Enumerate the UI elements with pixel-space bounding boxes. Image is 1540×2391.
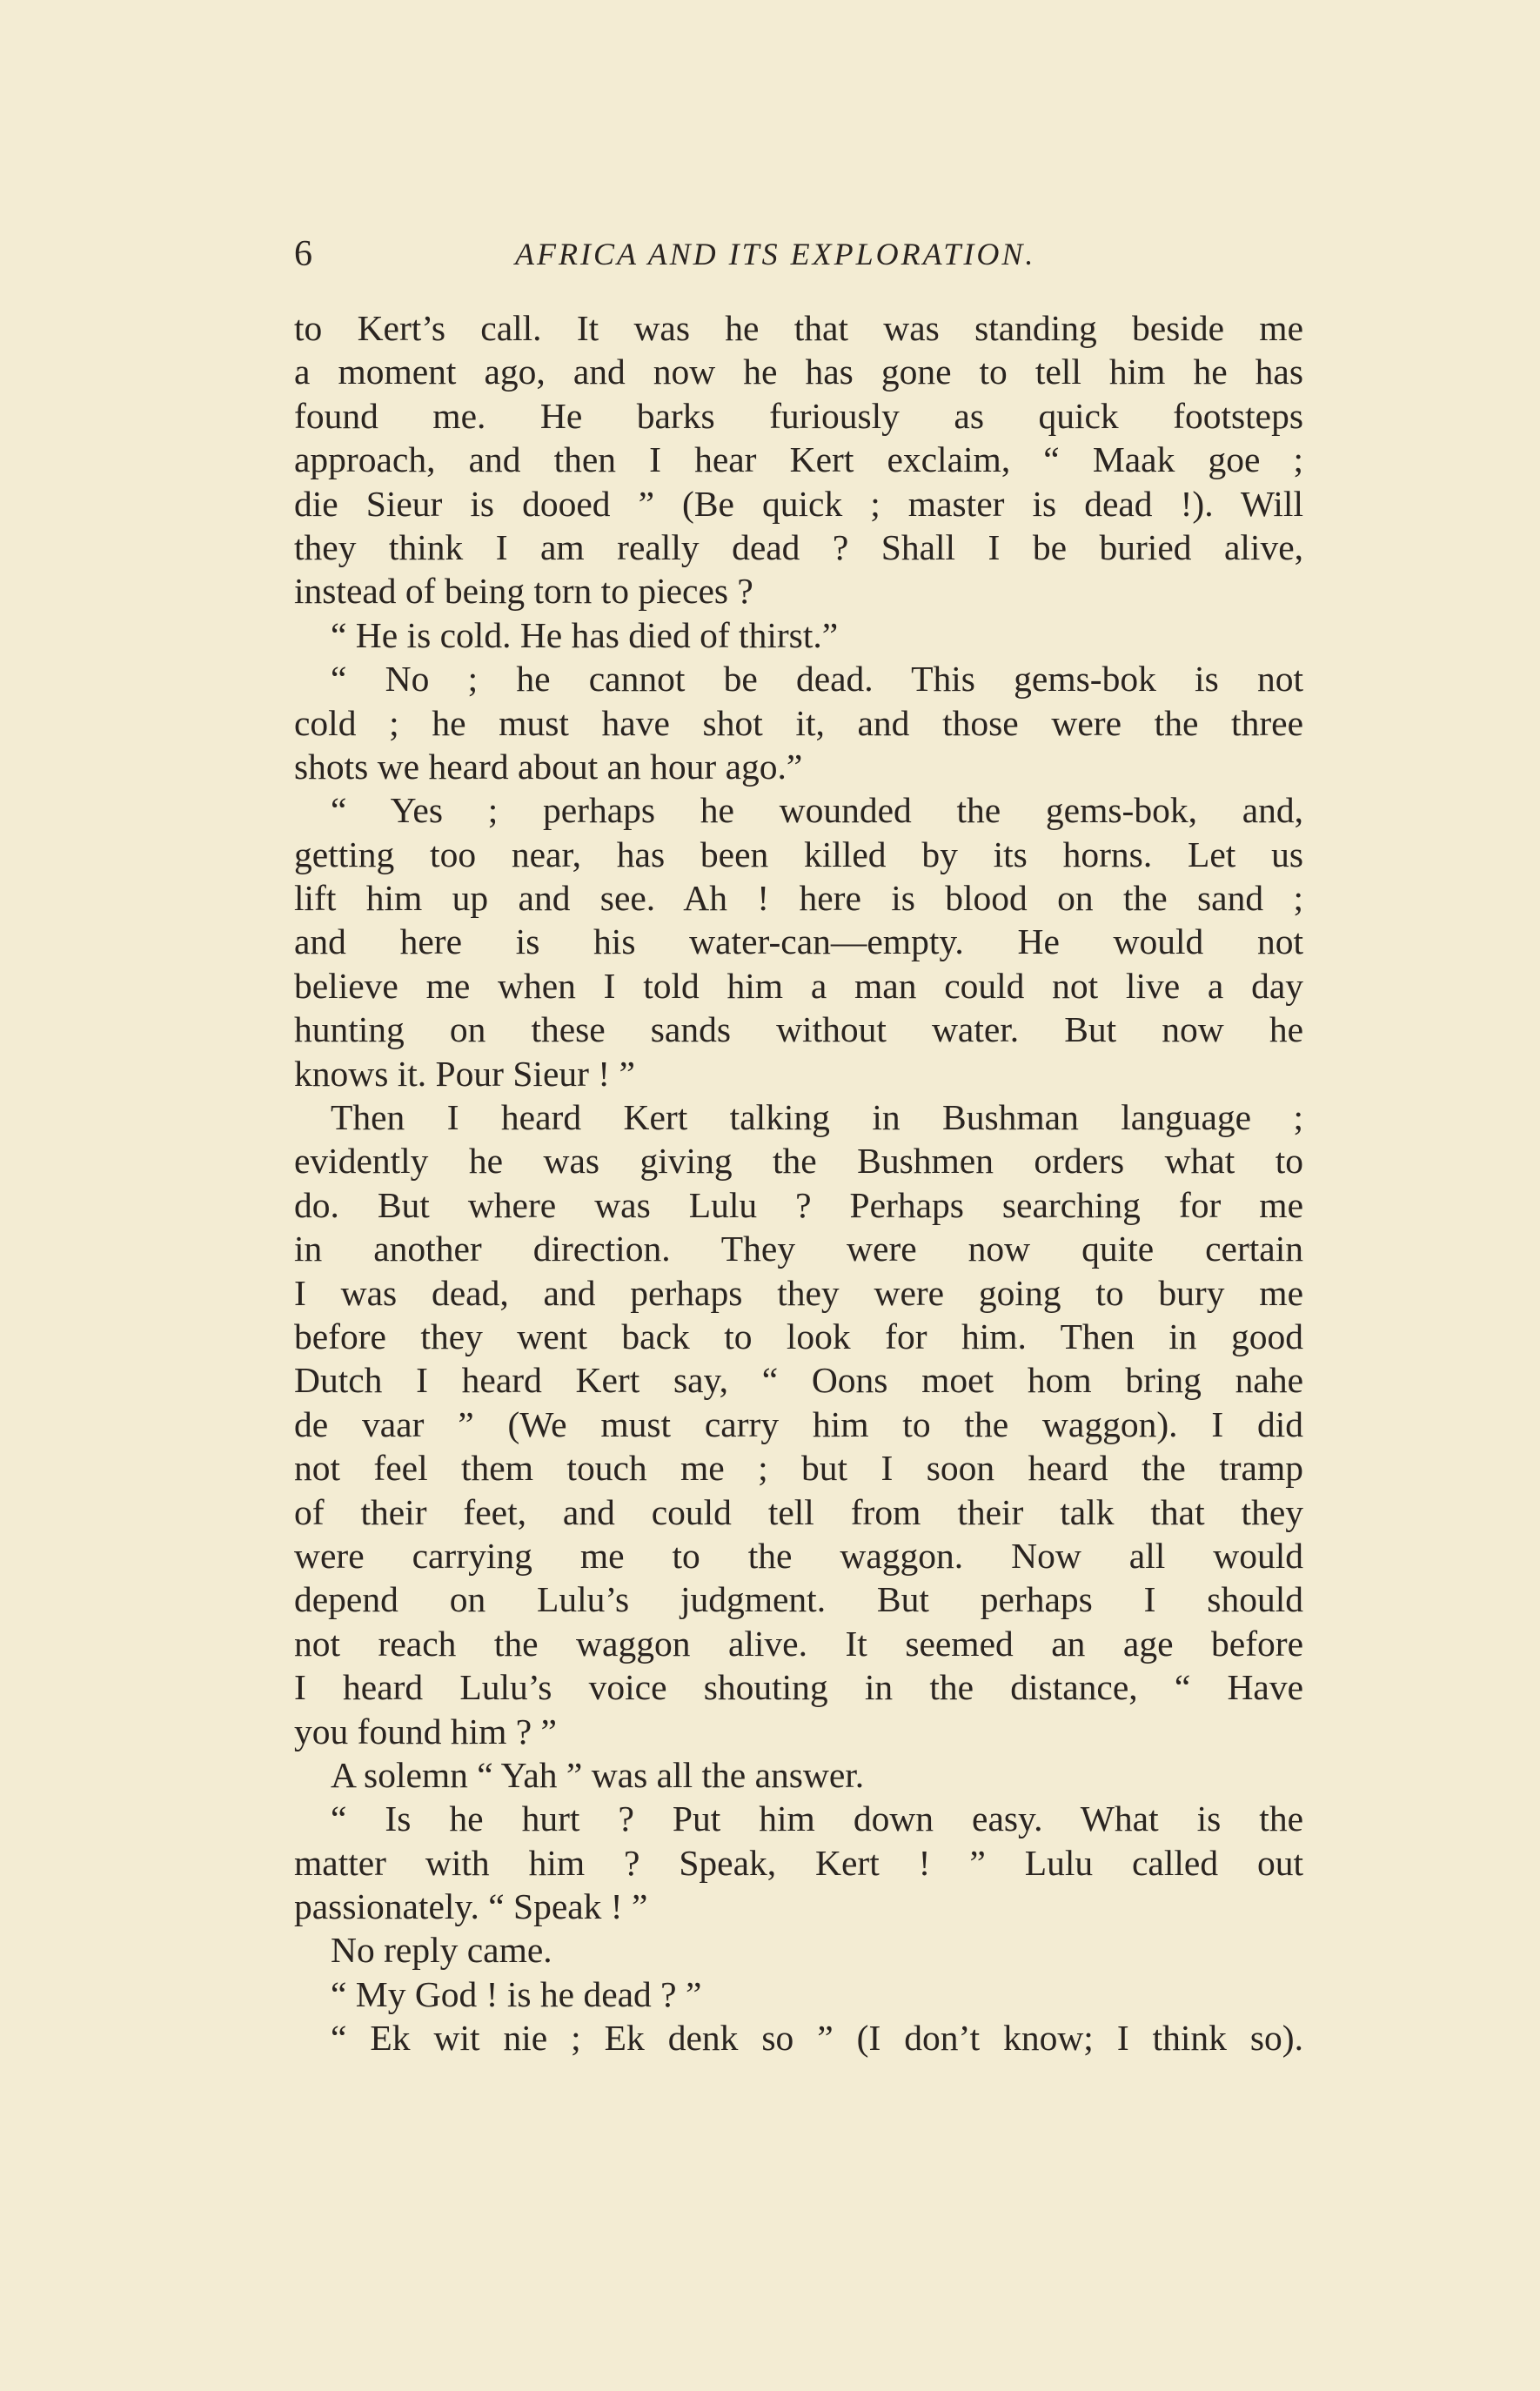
text-line: found me. He barks furiously as quick footsteps <box>294 395 1303 436</box>
text-line: you found him ? ” <box>294 1711 557 1751</box>
text-line: I was dead, and perhaps they were going to bury me <box>294 1272 1303 1313</box>
text-line: de vaar ” (We must carry him to the waggon). I did <box>294 1403 1303 1444</box>
text-line: knows it. Pour Sieur ! ” <box>294 1053 635 1094</box>
text-line: No reply came. <box>331 1930 552 1971</box>
body-text <box>294 306 1303 2060</box>
text-line: believe me when I told him a man could not live a day <box>294 965 1303 1006</box>
text-line: instead of being torn to pieces ? <box>294 571 753 612</box>
text-line: hunting on these sands without water. But now he <box>294 1009 1303 1050</box>
text-line: “ Ek wit nie ; Ek denk so ” (I don’t know; I think so). <box>331 2018 1303 2059</box>
text-line: a moment ago, and now he has gone to tell him he has <box>294 352 1303 392</box>
text-line: die Sieur is dooed ” (Be quick ; master is dead !). Will <box>294 483 1303 524</box>
text-line: “ My God ! is he dead ? ” <box>331 1973 702 2014</box>
text-line: before they went back to look for him. Then in good <box>294 1316 1303 1356</box>
text-line: cold ; he must have shot it, and those were the three <box>294 702 1303 743</box>
text-line: Dutch I heard Kert say, “ Oons moet hom bring nahe <box>294 1360 1303 1401</box>
text-line: were carrying me to the waggon. Now all would <box>294 1535 1303 1576</box>
text-line: shots we heard about an hour ago.” <box>294 746 803 787</box>
text-line: A solemn “ Yah ” was all the answer. <box>331 1754 865 1795</box>
text-line: “ No ; he cannot be dead. This gems-bok is not <box>331 659 1303 700</box>
text-line: “ He is cold. He has died of thirst.” <box>331 614 839 655</box>
text-line: depend on Lulu’s judgment. But perhaps I should <box>294 1579 1303 1620</box>
text-line: of their feet, and could tell from their talk that they <box>294 1491 1303 1532</box>
text-line: “ Is he hurt ? Put him down easy. What is the <box>331 1798 1303 1839</box>
text-line: I heard Lulu’s voice shouting in the distance, “ Have <box>294 1667 1303 1708</box>
text-line: matter with him ? Speak, Kert ! ” Lulu called out <box>294 1842 1303 1883</box>
text-line: approach, and then I hear Kert exclaim, “ Maak goe ; <box>294 439 1303 480</box>
text-line: in another direction. They were now quite certain <box>294 1229 1303 1269</box>
page-number: 6 <box>294 234 312 274</box>
text-line: Then I heard Kert talking in Bushman language ; <box>331 1097 1303 1138</box>
text-line: not feel them touch me ; but I soon heard the tramp <box>294 1448 1303 1489</box>
running-head <box>294 228 1303 280</box>
text-line: not reach the waggon alive. It seemed an age before <box>294 1623 1303 1664</box>
text-line: getting too near, has been killed by its horns. Let us <box>294 834 1303 874</box>
text-line: to Kert’s call. It was he that was standing beside me <box>294 308 1303 348</box>
text-line: “ Yes ; perhaps he wounded the gems-bok, and, <box>331 790 1303 831</box>
text-line: and here is his water-can—empty. He would not <box>294 921 1303 962</box>
text-line: passionately. “ Speak ! ” <box>294 1886 648 1927</box>
text-line: do. But where was Lulu ? Perhaps searching for me <box>294 1184 1303 1225</box>
text-line: lift him up and see. Ah ! here is blood on the sand ; <box>294 878 1303 919</box>
running-title: AFRICA AND ITS EXPLORATION. <box>515 237 1036 271</box>
text-line: they think I am really dead ? Shall I be buried alive, <box>294 526 1303 567</box>
text-line: evidently he was giving the Bushmen orders what to <box>294 1141 1303 1182</box>
